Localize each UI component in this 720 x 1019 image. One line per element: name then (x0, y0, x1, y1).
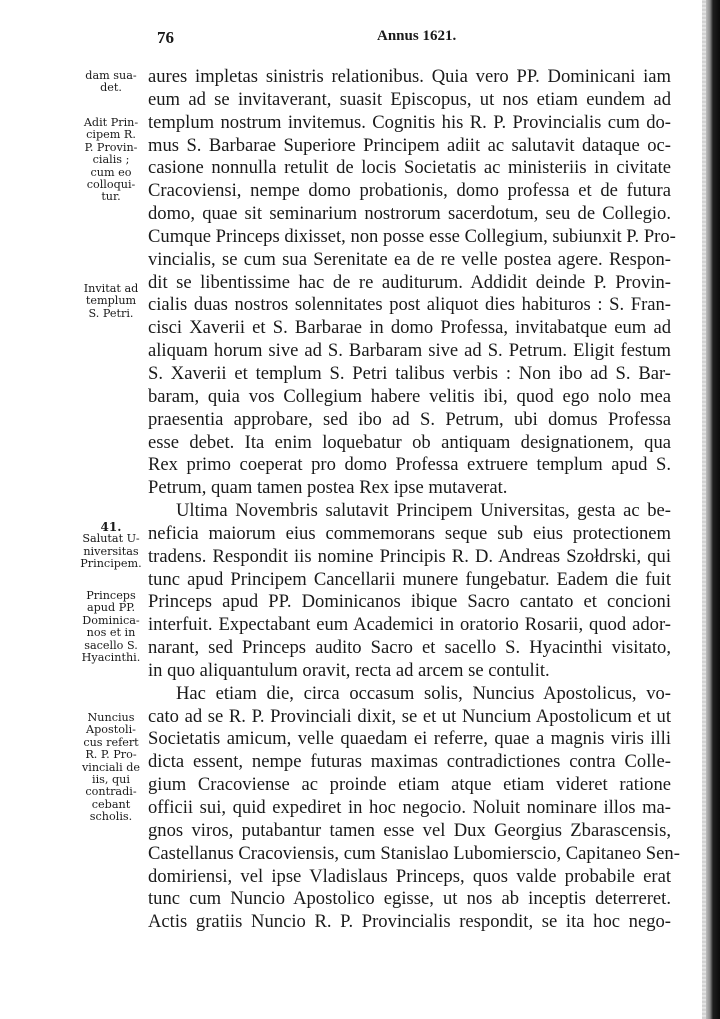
text-line: in quo aliquantulum oravit, recta ad arcem se contulit. (148, 659, 550, 681)
margin-line: tur. (101, 190, 121, 204)
margin-line: cum eo (90, 165, 132, 179)
margin-line: apud PP. (86, 601, 136, 615)
margin-line: Apostoli- (86, 723, 136, 737)
margin-line: colloqui- (86, 178, 136, 192)
text-line: Castellanus Cracoviensis, cum Stanislao Lubomierscio, Capitaneo Sen- (148, 842, 680, 864)
margin-line: det. (100, 81, 122, 95)
text-line: dit se libentissime hac de re auditurum. Addidit deinde P. Provin- (148, 271, 671, 293)
margin-line: templum (85, 294, 137, 308)
margin-line: cus refert (83, 735, 139, 749)
margin-line: Adit Prin- (83, 116, 139, 129)
section-number: 41. (100, 520, 122, 534)
margin-line: P. Provin- (84, 140, 138, 154)
text-line: dicta essent, nempe futuras maximas contradictiones contra Colle- (148, 751, 671, 773)
text-line: neficia maiorum eius commemorans seque sub eius protectionem (148, 522, 671, 544)
text-line: Societatis amicum, velle quaedam ei referre, quae a magnis viris illi (148, 728, 671, 750)
margin-line: cebant (91, 797, 131, 811)
margin-note-adit-principem (72, 117, 150, 204)
text-line: Princeps apud PP. Dominicanos ibique Sacro cantato et concioni (148, 591, 671, 613)
margin-note-dam-suadet (72, 70, 150, 95)
margin-note-nuncius (72, 712, 150, 824)
text-line: mus S. Barbarae Superiore Principem adiit ac salutavit dataque oc- (148, 134, 671, 156)
text-line: narant, sed Princeps audito Sacro et sacello S. Hyacinthi visitato, (148, 637, 671, 659)
margin-line: Hyacinthi. (81, 651, 141, 665)
paragraph-start-line: Ultima Novembris salutavit Principem Universitas, gesta ac be- (176, 500, 671, 522)
margin-line: scholis. (89, 810, 133, 824)
margin-line: nos et in (86, 626, 136, 640)
text-line: Petrum, quam tamen postea Rex ipse mutaverat. (148, 477, 508, 499)
margin-line: vinciali de (81, 760, 141, 774)
text-line: gium Cracoviense ac proinde etiam atque etiam videret ratione (148, 774, 671, 796)
text-line: templum nostrum invitemus. Cognitis his R. P. Provincialis cum do- (148, 111, 671, 133)
text-line: aliquam horum sive ad S. Barbaram sive ad S. Petrum. Eligit festum (148, 340, 671, 362)
text-line: cialis duas nostros solennitates post aliquot dies habituros : S. Fran- (148, 294, 671, 316)
body-text (148, 66, 680, 934)
text-line: tunc cum Nuncio Apostolico egisse, ut nos ab inceptis deterreret. (148, 888, 671, 910)
margin-line: dam sua- (85, 69, 137, 82)
page-number: 76 (157, 28, 174, 47)
text-line: tunc apud Principem Cancellarii munere fungebatur. Eadem die fuit (148, 568, 671, 590)
margin-line: Nuncius (87, 711, 135, 724)
text-line: Cracoviensi, nempe domo probationis, domo professa et de futura (148, 180, 671, 202)
margin-line: Invitat ad (83, 282, 139, 295)
paragraph-start-line: Hac etiam die, circa occasum solis, Nuncius Apostolicus, vo- (176, 682, 671, 704)
margin-line: R. P. Pro- (85, 748, 137, 762)
text-line: cisci Xaverii et S. Barbarae in domo Professa, invitabatque eum ad (148, 317, 671, 339)
text-line: vincialis, se cum sua Serenitate ea de re velle postea agere. Respon- (148, 248, 671, 270)
margin-line: niversitas (83, 544, 139, 558)
text-line: S. Xaverii et templum S. Petri talibus verbis : Non ibo ad S. Bar- (148, 362, 671, 384)
text-line: casione nonnulla retulit de locis Societatis ac ministeriis in civitate (148, 157, 671, 179)
margin-line: S. Petri. (88, 306, 134, 320)
margin-line: cialis ; (92, 153, 130, 167)
margin-line: Principem. (80, 557, 142, 571)
running-title: Annus 1621. (377, 28, 457, 44)
text-line: interfuit. Expectabant eum Academici in oratorio Rosarii, quod ador- (148, 614, 671, 636)
text-line: eum ad se invitaverant, suasit Episcopus, ut nos etiam eundem ad (148, 88, 671, 110)
text-line: praesentia approbare, sed ibo ad S. Petrum, ubi domus Professa (148, 408, 671, 430)
margin-line: Dominica- (82, 613, 140, 627)
book-binding-shadow (706, 0, 720, 1019)
text-line: baram, quia vos Collegium habere velitis ibi, quod ego nolo mea (148, 385, 671, 407)
margin-line: contradi- (85, 785, 137, 799)
margin-line: Princeps (86, 589, 136, 602)
margin-line: sacello S. (84, 638, 138, 652)
text-line: Rex primo coeperat pro domo Professa extruere templum apud S. (148, 454, 671, 476)
text-line: tradens. Respondit iis nomine Principis R. D. Andreas Szołdrski, qui (148, 545, 671, 567)
margin-line: iis, qui (92, 773, 130, 787)
margin-line: cipem R. (86, 128, 136, 142)
text-line: aures impletas sinistris relationibus. Quia vero PP. Dominicani iam (148, 66, 671, 87)
margin-note-salutat (72, 521, 150, 571)
text-line: esse debet. Ita enim loquebatur ob antiquam designationem, qua (148, 431, 671, 453)
text-line: domiriensi, vel ipse Vladislaus Princeps, quos valde probabile erat (148, 865, 671, 887)
margin-note-princeps-apud (72, 590, 150, 664)
text-line: gnos viros, putabantur tamen esse vel Dux Georgius Zbarascensis, (148, 819, 671, 841)
text-line: domo, quae sit seminarium nostrorum sacerdotum, seu de Collegio. (148, 203, 671, 225)
text-line: cato ad se R. P. Provinciali dixit, se et ut Nuncium Apostolicum et ut (148, 705, 671, 727)
margin-line: Salutat U- (82, 532, 140, 546)
margin-note-invitat (72, 283, 150, 320)
text-line: officii sui, quid expediret in hoc negocio. Noluit nominare illos ma- (148, 797, 671, 818)
text-line: Cumque Princeps dixisset, non posse esse Collegium, subiunxit P. Pro- (148, 225, 676, 247)
text-line: Actis gratiis Nuncio R. P. Provincialis respondit, se ita hoc nego- (148, 911, 671, 933)
